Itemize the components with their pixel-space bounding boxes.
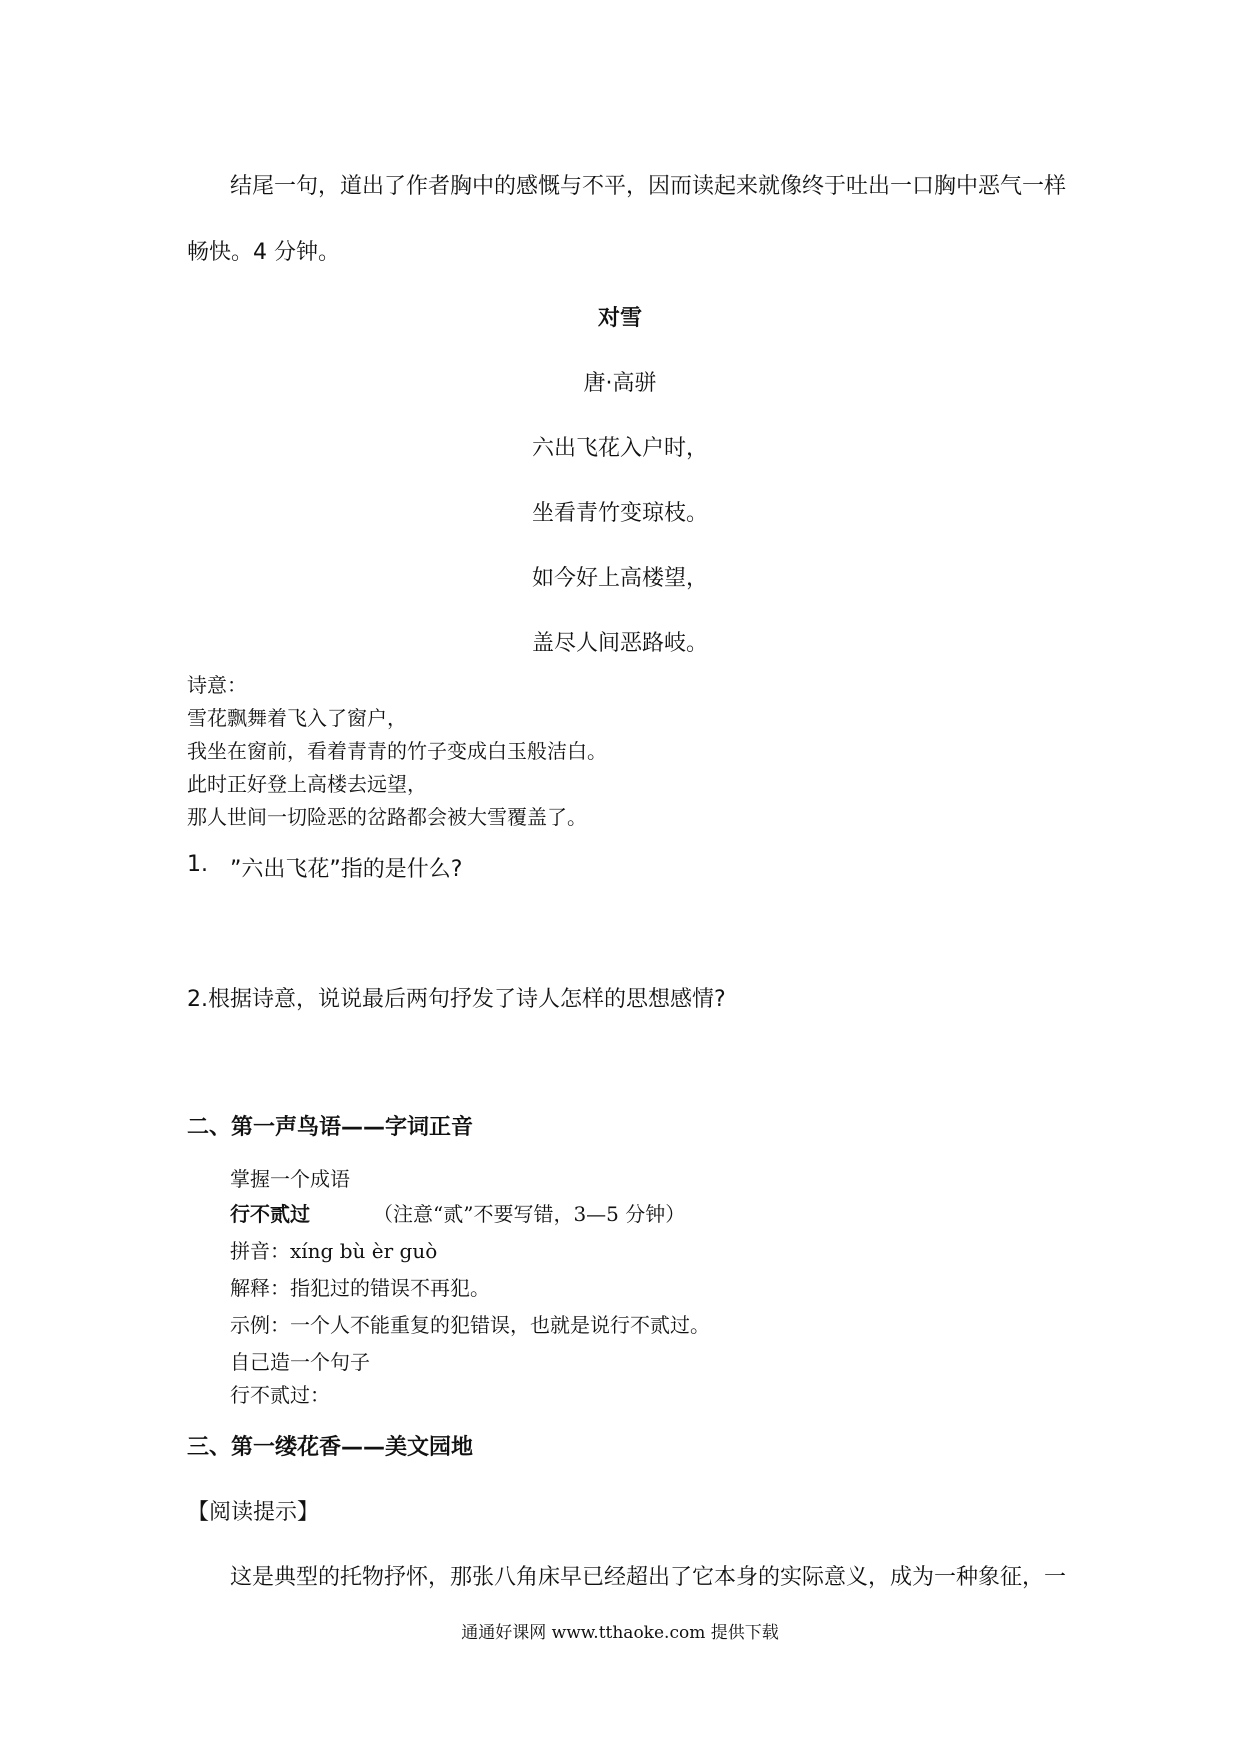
- question-2: 2.根据诗意，说说最后两句抒发了诗人怎样的思想感情?: [187, 987, 726, 1012]
- idiom-note: （注意“贰”不要写错，3—5 分钟）: [373, 1202, 686, 1226]
- poem-line-2: 坐看青竹变琼枝。: [531, 501, 708, 526]
- meaning-line-1: 雪花飘舞着飞入了窗户，: [187, 706, 407, 730]
- section-3-paragraph: 这是典型的托物抒怀，那张八角床早已经超出了它本身的实际意义，成为一种象征，一: [230, 1565, 1067, 1590]
- poem-line-3: 如今好上高楼望，: [531, 566, 708, 591]
- idiom-example: 示例：一个人不能重复的犯错误，也就是说行不贰过。: [230, 1313, 710, 1337]
- meaning-line-4: 那人世间一切险恶的岔路都会被大雪覆盖了。: [187, 805, 587, 829]
- section-2-subtitle: 掌握一个成语: [230, 1167, 350, 1191]
- reading-tip: 【阅读提示】: [187, 1500, 320, 1525]
- intro-line-2: 畅快。4 分钟。: [187, 240, 340, 265]
- section-3-heading: 三、第一缕花香——美文园地: [187, 1435, 474, 1460]
- pinyin: 拼音：xíng bù èr guò: [230, 1239, 438, 1263]
- make-sentence-prompt: 自己造一个句子: [230, 1350, 370, 1374]
- intro-line-1: 结尾一句，道出了作者胸中的感慨与不平，因而读起来就像终于吐出一口胸中恶气一样: [230, 174, 1067, 199]
- idiom: 行不贰过: [230, 1202, 310, 1226]
- idiom-meaning: 解释：指犯过的错误不再犯。: [230, 1276, 490, 1300]
- question-1-number: 1.: [187, 852, 208, 877]
- poem-line-1: 六出飞花入户时，: [531, 436, 708, 461]
- footer: 通通好课网 www.tthaoke.com 提供下载: [461, 1623, 779, 1643]
- meaning-line-3: 此时正好登上高楼去远望，: [187, 772, 427, 796]
- poem-line-4: 盖尽人间恶路岐。: [531, 631, 708, 656]
- poem-title: 对雪: [597, 306, 642, 331]
- meaning-line-2: 我坐在窗前，看着青青的竹子变成白玉般洁白。: [187, 739, 607, 763]
- poem-author: 唐·高骈: [583, 371, 657, 396]
- question-1: ”六出飞花”指的是什么?: [230, 857, 463, 882]
- sentence-blank: 行不贰过：: [230, 1383, 330, 1407]
- meaning-label: 诗意：: [187, 673, 247, 697]
- section-2-heading: 二、第一声鸟语——字词正音: [187, 1115, 474, 1140]
